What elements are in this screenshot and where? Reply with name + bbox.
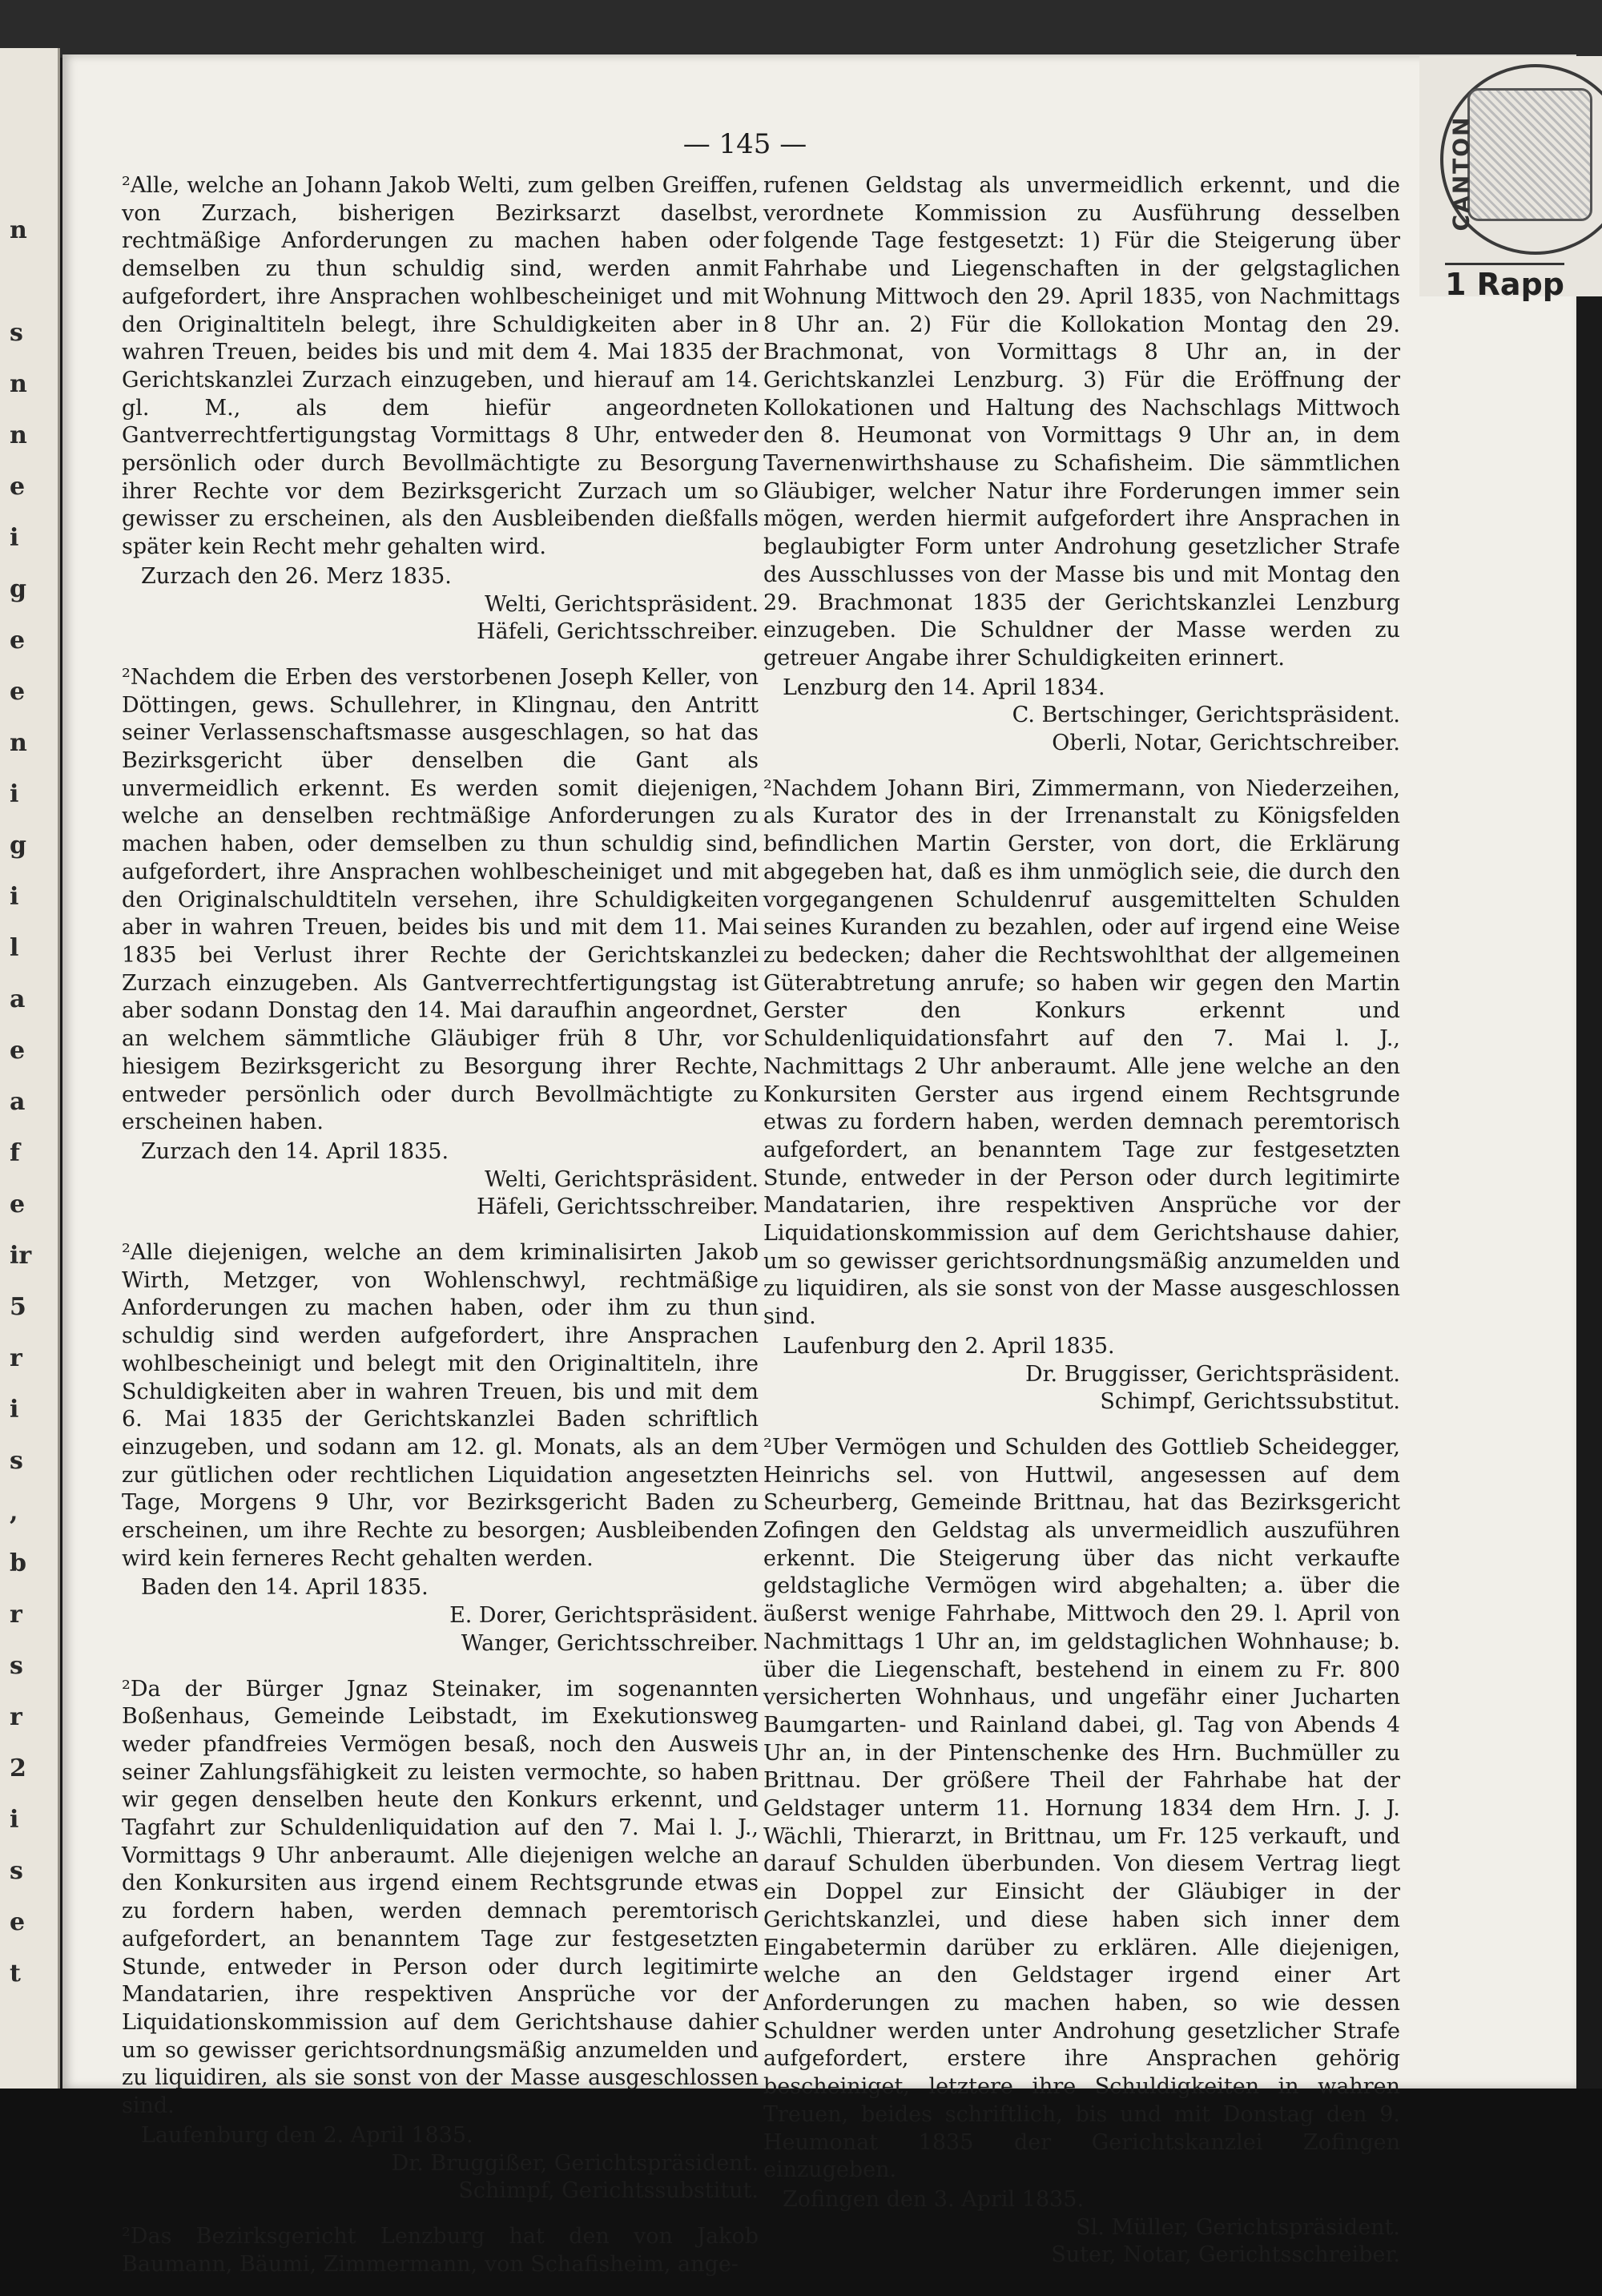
facing-page-fragment: i xyxy=(10,1396,19,1424)
signature-line-1: Welti, Gerichtspräsident. xyxy=(485,1166,759,1192)
facing-page-fragment: n xyxy=(10,421,27,449)
signature-line-2: Schimpf, Gerichtssubstitut. xyxy=(458,2178,759,2204)
signature-line-1: Welti, Gerichtspräsident. xyxy=(485,591,759,617)
facing-page-fragment: 5 xyxy=(10,1293,26,1321)
facing-page-edge xyxy=(0,48,60,2089)
notice-place-date: Zofingen den 3. April 1835. xyxy=(783,2186,1085,2212)
notice-place-date: Laufenburg den 2. April 1835. xyxy=(783,1333,1115,1359)
facing-page-fragment: l xyxy=(10,934,19,962)
facing-page-fragment: s xyxy=(10,319,23,347)
signature-line-2: Häfeli, Gerichtsschreiber. xyxy=(476,1194,759,1220)
facing-page-fragment: n xyxy=(10,216,27,244)
signature-line-1: E. Dorer, Gerichtspräsident. xyxy=(449,1603,759,1629)
notice-place-date: Baden den 14. April 1835. xyxy=(141,1575,429,1601)
facing-page-fragment: n xyxy=(10,729,27,757)
notice-signature xyxy=(122,1166,759,1222)
signature-line-1: Sl. Müller, Gerichtspräsident. xyxy=(1076,2214,1400,2240)
stamp-canton-text: CANTON xyxy=(1447,115,1475,232)
facing-page-fragment: n xyxy=(10,370,27,398)
facing-page-fragment: r xyxy=(10,1344,22,1372)
facing-page-fragment: e xyxy=(10,678,26,706)
facing-page-fragment: i xyxy=(10,524,19,552)
facing-page-fragment: e xyxy=(10,1190,26,1218)
tax-stamp xyxy=(1419,56,1602,302)
signature-line-2: Schimpf, Gerichtssubstitut. xyxy=(1100,1389,1400,1415)
notice-scheidegger xyxy=(763,1434,1400,2270)
notice-signature xyxy=(122,1602,759,1658)
facing-page-fragment: s xyxy=(10,1652,23,1680)
notice-body: rufenen Geldstag als unvermeidlich erkennt, und die verordnete Kommission zu Ausführung desselben folgende Tage festgesetzt: 1) Für die Steigerung über Fahrhabe und Liegenschaften in der gelgstaglichen Wohnung Mittwoch den 29. April 1835, von Nachmittags 8 Uhr an. 2) Für die Kollokation Montag den 29. Brachmonat, von Vormittags 8 Uhr an, in der Gerichtskanzlei Lenzburg. 3) Für die Eröffnung der Kollokationen und Haltung des Nachschlags Mittwoch den 8. Heumonat von Vormittags 9 Uhr an, in dem Tavernenwirthshause zu Schafisheim. Die sämmtlichen Gläubiger, welcher Natur ihre Forderungen immer sein mögen, werden hiermit aufgefordert ihre Ansprachen in beglaubigter Form unter Androhung gesetzlicher Strafe des Ausschlusses von der Masse bis und mit Montag den 29. Brachmonat 1835 der Gerichtskanzlei Lenzburg einzugeben. Die Schuldner der Masse werden zu getreuer Angabe ihrer Schuldigkeiten erinnert. xyxy=(763,173,1400,671)
facing-page-fragment: 2 xyxy=(10,1754,26,1782)
notice-signature xyxy=(763,1361,1400,1416)
stamp-emblem xyxy=(1467,88,1592,221)
notice-baumann-cont xyxy=(763,172,1400,758)
notice-signature xyxy=(122,591,759,647)
scanner-top-edge xyxy=(0,0,1602,58)
facing-page-fragment: e xyxy=(10,1908,26,1936)
signature-line-2: Wanger, Gerichtsschreiber. xyxy=(461,1630,759,1656)
notice-place-date: Lenzburg den 14. April 1834. xyxy=(783,675,1105,700)
signature-line-1: Dr. Bruggißer, Gerichtspräsident. xyxy=(391,2150,759,2176)
notice-wirth xyxy=(122,1239,759,1658)
signature-line-1: C. Bertschinger, Gerichtspräsident. xyxy=(1012,703,1400,728)
notice-place-date: Zurzach den 14. April 1835. xyxy=(141,1138,449,1164)
notice-body: ²Alle, welche an Johann Jakob Welti, zum gelben Greiffen, von Zurzach, bisherigen Bezirksarzt daselbst, rechtmäßige Anforderungen zu machen haben oder demselben zu thun schuldig sind, werden anmit aufgefordert, ihre Ansprachen wohlbescheiniget und mit den Originaltiteln belegt, ihre Schuldigkeiten aber in wahren Treuen, beides bis und mit dem 4. Mai 1835 der Gerichtskanzlei Zurzach einzugeben, und hierauf am 14. gl. M., als dem hiefür angeordneten Gantverrechtfertigungstag Vormittags 8 Uhr, entweder persönlich oder durch Bevollmächtigte zu Besorgung ihrer Rechte vor dem Bezirksgericht Zurzach um so gewisser zu erscheinen, als den Ausbleibenden dießfalls später kein Recht mehr gehalten wird. xyxy=(122,173,759,560)
notice-signature xyxy=(122,2150,759,2205)
notice-body: ²Da der Bürger Jgnaz Steinaker, im sogenannten Boßenhaus, Gemeinde Leibstadt, im Exekutionsweg weder pfandfreies Vermögen besaß, noch den Ausweis seiner Zahlungsfähigkeit zu leisten vermochte, so haben wir gegen denselben heute den Konkurs erkennt, und Tagfahrt zur Schuldenliquidation auf den 7. Mai l. J., Vormittags 9 Uhr anberaumt. Alle diejenigen welche an den Konkursiten aus irgend einem Rechtsgrunde etwas zu fordern haben, werden demnach peremtorisch aufgefordert, an benanntem Tage zur festgesetzten Stunde, entweder in Person oder durch legitimirte Mandatarien, ihre respektiven Ansprüche vor der Liquidationskommission auf dem Gerichtshause dahier um so gewisser gerichtsordnungsmäßig anzumelden und zu liquidiren, als sie sonst von der Masse ausgeschlossen sind. xyxy=(122,1676,759,2119)
notice-signature xyxy=(763,2214,1400,2270)
notice-body: ²Nachdem die Erben des verstorbenen Joseph Keller, von Döttingen, gews. Schullehrer, in Klingnau, den Antritt seiner Verlassenschaftsmasse ausgeschlagen, so hat das Bezirksgericht über denselben die Gant als unvermeidlich erkennt. Es werden somit diejenigen, welche an denselben rechtmäßige Anforderungen zu machen haben, oder demselben zu thun schuldig sind, aufgefordert, ihre Ansprachen wohlbescheiniget und mit den Originalschuldtiteln versehen, ihre Schuldigkeiten aber in wahren Treuen, beides bis und mit dem 11. Mai 1835 bei Verlust ihrer Rechte der Gerichtskanzlei Zurzach einzugeben. Als Gantverrechtfertigungstag ist aber sodann Donstag den 14. Mai daraufhin angeordnet, an welchem sämmtliche Gläubiger früh 8 Uhr, vor hiesigem Bezirksgericht zu Besorgung ihrer Rechte, entweder persönlich oder durch Bevollmächtigte zu erscheinen haben. xyxy=(122,664,759,1135)
facing-page-fragment: s xyxy=(10,1447,23,1475)
facing-page-fragment: t xyxy=(10,1960,21,1988)
facing-page-fragment: s xyxy=(10,1857,23,1885)
signature-line-1: Dr. Bruggisser, Gerichtspräsident. xyxy=(1024,1361,1400,1387)
notice-place-date: Zurzach den 26. Merz 1835. xyxy=(141,563,452,589)
signature-line-2: Oberli, Notar, Gerichtschreiber. xyxy=(1052,731,1400,756)
facing-page-fragment: g xyxy=(10,575,26,603)
facing-page-fragment: r xyxy=(10,1703,22,1731)
facing-page-fragment: e xyxy=(10,626,26,655)
notice-place-date: Laufenburg den 2. April 1835. xyxy=(141,2122,473,2148)
facing-page-fragment: r xyxy=(10,1601,22,1629)
notice-gerster xyxy=(763,775,1400,1416)
signature-line-2: Häfeli, Gerichtsschreiber. xyxy=(476,619,759,645)
right-column xyxy=(763,172,1400,2287)
facing-page-fragment: i xyxy=(10,1806,19,1834)
facing-page-fragment: , xyxy=(10,1498,18,1526)
signature-line-2: Suter, Notar, Gerichtsschreiber. xyxy=(1051,2242,1400,2268)
page-number: — 145 — xyxy=(682,128,807,160)
facing-page-fragment: a xyxy=(10,1088,26,1116)
left-column xyxy=(122,172,759,2296)
facing-page-fragment: i xyxy=(10,883,19,911)
facing-page-fragment: i xyxy=(10,780,19,808)
notice-body: ²Uber Vermögen und Schulden des Gottlieb Scheidegger, Heinrichs sel. von Huttwil, angesessen auf dem Scheurberg, Gemeinde Brittnau, hat das Bezirksgericht Zofingen den Geldstag als unvermeidlich auszuführen erkennt. Die Steigerung über das nicht verkaufte geldstagliche Vermögen wird abgehalten; a. über die äußerst wenige Fahrhabe, Mittwoch den 29. l. April von Nachmittags 1 Uhr an, im geldstaglichen Wohnhause; b. über die Liegenschaft, bestehend in einem zu Fr. 800 versicherten Wohnhaus, und ungefähr einer Jucharten Baumgarten- und Rainland dabei, gl. Tag von Abends 4 Uhr an, in der Pintenschenke des Hrn. Buchmüller zu Brittnau. Der größere Theil der Fahrhabe hat der Geldstager unterm 11. Hornung 1834 dem Hrn. J. J. Wächli, Thierarzt, in Brittnau, um Fr. 125 verkauft, und darauf Schulden überbunden. Von diesem Vertrag liegt ein Doppel zur Einsicht der Gläubiger in der Gerichtskanzlei, und diese haben sich inner dem Eingabetermin darüber zu erklären. Alle diejenigen, welche an den Geldstager irgend einer Art Anforderungen zu machen haben, so wie dessen Schuldner werden unter Androhung gesetzlicher Strafe aufgefordert, erstere ihre Ansprachen gehörig bescheiniget, letztere ihre Schuldigkeiten in wahren Treuen, beides schriftlich, bis und mit Donstag den 9. Heumonat 1835 der Gerichtskanzlei Zofingen einzugeben. xyxy=(763,1434,1400,2183)
stamp-value-text: 1 Rapp xyxy=(1445,263,1564,302)
notice-signature xyxy=(763,702,1400,757)
facing-page-fragment: e xyxy=(10,1037,26,1065)
notice-baumann-start xyxy=(122,2223,759,2278)
facing-page-fragment: g xyxy=(10,832,26,860)
facing-page-fragment: a xyxy=(10,985,26,1013)
notice-body: ²Das Bezirksgericht Lenzburg hat den von Jakob Baumann, Bäumi, Zimmermann, von Schafisheim, ange- xyxy=(122,2223,759,2277)
notice-keller xyxy=(122,664,759,1222)
facing-page-fragment: b xyxy=(10,1549,26,1577)
notice-body: ²Alle diejenigen, welche an dem kriminalisirten Jakob Wirth, Metzger, von Wohlenschwyl, rechtmäßige Anforderungen zu machen haben, oder ihm zu thun schuldig sind werden aufgefordert, ihre Ansprachen wohlbescheinigt und belegt mit den Originaltiteln, ihre Schuldigkeiten aber in wahren Treuen, bis und mit dem 6. Mai 1835 der Gerichtskanzlei Baden schriftlich einzugeben, und sodann am 12. gl. Monats, als an dem zur gütlichen oder rechtlichen Liquidation angesetzten Tage, Morgens 9 Uhr, vor Bezirksgericht Baden zu erscheinen, um ihre Rechte zu besorgen; Ausbleibenden wird kein ferneres Recht gehalten werden. xyxy=(122,1240,759,1571)
facing-page-fragment: ir xyxy=(10,1242,32,1270)
facing-page-fragment: f xyxy=(10,1139,20,1167)
notice-steinaker xyxy=(122,1676,759,2205)
facing-page-fragment: e xyxy=(10,473,26,501)
notice-body: ²Nachdem Johann Biri, Zimmermann, von Niederzeihen, als Kurator des in der Irrenanstalt zu Königsfelden befindlichen Martin Gerster, von dort, die Erklärung abgegeben hat, daß es ihm unmöglich seie, die durch den vorgegangenen Schuldenruf ausgemittelten Schulden seines Kuranden zu bezahlen, oder auf irgend eine Weise zu bedecken; daher die Rechtswohlthat der allgemeinen Güterabtretung anrufe; so haben wir gegen den Martin Gerster den Konkurs erkennt und Schuldenliquidationsfahrt auf den 7. Mai l. J., Nachmittags 2 Uhr anberaumt. Alle jene welche an den Konkursiten Gerster aus irgend einem Rechtsgrunde etwas zu fordern haben, werden demnach peremtorisch aufgefordert, an benanntem Tage zur festgesetzten Stunde, entweder in der Person oder durch legitimirte Mandatarien, ihre respektiven Ansprüche vor der Liquidationskommission auf dem Gerichtshause dahier, um so gewisser gerichtsordnungsmäßig anzumelden und zu liquidiren, als sie sonst von der Masse ausgeschlossen sind. xyxy=(763,775,1400,1330)
notice-welti xyxy=(122,172,759,647)
